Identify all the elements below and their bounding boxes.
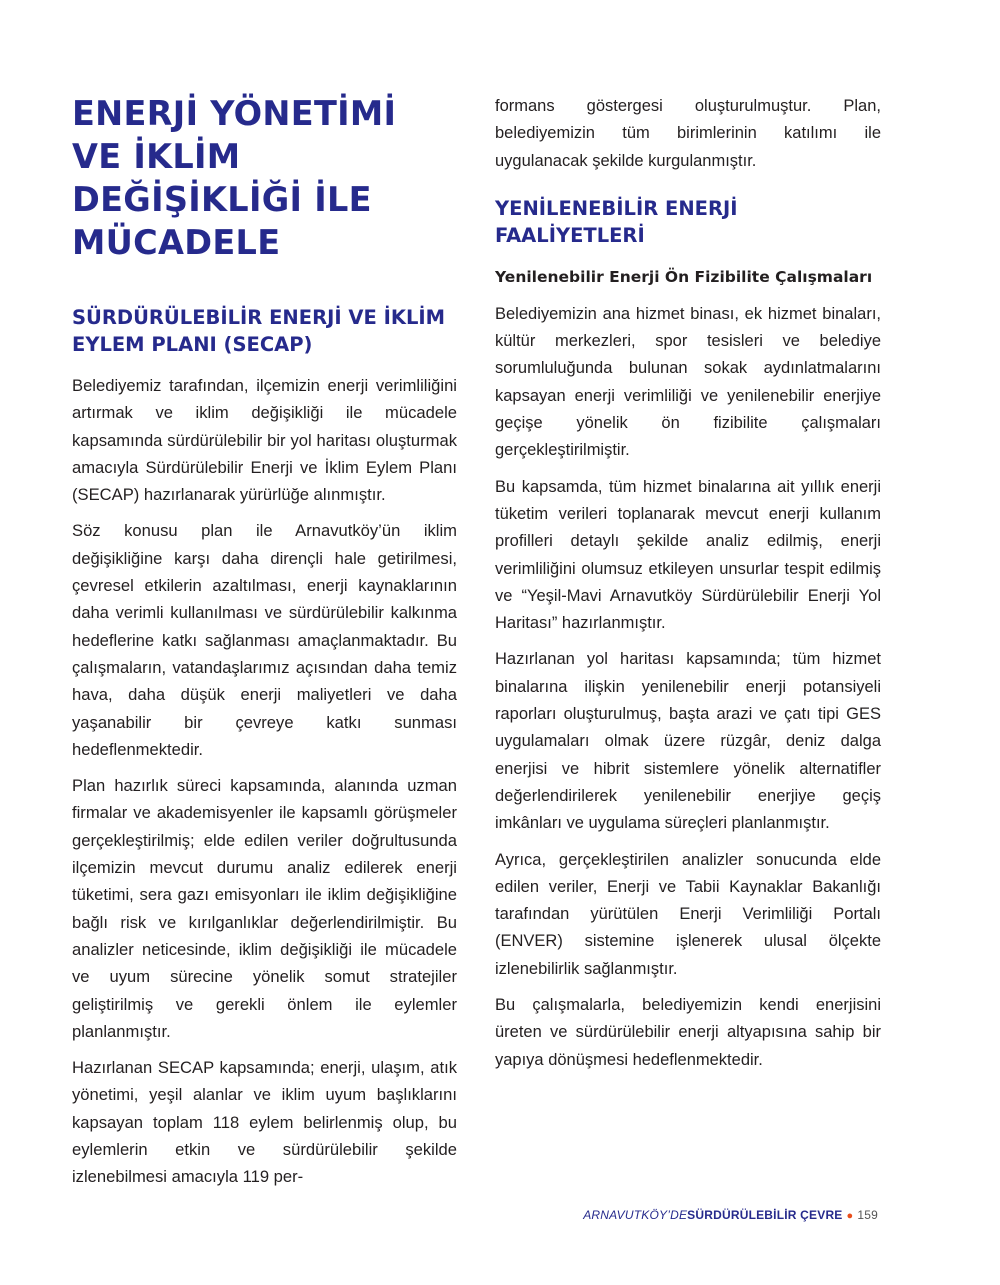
paragraph: Bu kapsamda, tüm hizmet binalarına ait yıllık enerji tüketim verileri toplanarak mevcut enerji kullanım profilleri detaylı şekilde analiz edilmiş, enerji verimliliğini olumsuz etkileyen unsurlar tespit edilmiş ve “Yeşil-Mavi Arnavutköy Sürdürülebilir Enerji Yol Haritası” hazırlanmıştır. (495, 477, 881, 633)
paragraph: Hazırlanan yol haritası kapsamında; tüm hizmet binalarına ilişkin yenilenebilir enerji potansiyeli raporları oluşturulmuş, başta arazi ve çatı tipi GES uygulamaları olmak üzere rüzgâr, deniz dalga enerjisi ve hibrit sistemlere yönelik alternatifler değerlendirilerek yenilenebilir enerjiye geçiş imkânları ve uygulama süreçleri planlanmıştır. (495, 650, 881, 833)
paragraph: Plan hazırlık süreci kapsamında, alanında uzman firmalar ve akademisyenler ile kapsamlı görüşmeler gerçekleştirilmiş; elde edilen veriler doğrultusunda ilçemizin mevcut durumu analiz edilerek enerji tüketimi, sera gazı emisyonları ile iklim değişikliğine bağlı risk ve kırılganlıklar değerlendirilmiştir. Bu analizler neticesinde, iklim değişikliği ile mücadele ve uyum sürecine yönelik somut stratejiler geliştirilmiş ve gerekli önlem ile eylemler planlanmıştır. (72, 776, 457, 1041)
right-column (495, 93, 881, 1083)
footer-bullet-icon: ● (846, 1210, 854, 1222)
lead-paragraph: formans göstergesi oluşturulmuştur. Plan, belediyemizin tüm birimlerinin katılımı ile uygulanacak şekilde kurgulanmıştır. (495, 97, 881, 170)
paragraph: Ayrıca, gerçekleştirilen analizler sonucunda elde edilen veriler, Enerji ve Tabii Kaynaklar Bakanlığı tarafından yürütülen Enerji Verimliliği Portalı (ENVER) sistemine işlenerek ulusal ölçekte izlenebilirlik sağlanmıştır. (495, 850, 881, 978)
secap-section-title: SÜRDÜRÜLEBİLİR ENERJİ VE İKLİM EYLEM PLANI (SECAP) (72, 306, 446, 356)
page-number: 159 (857, 1208, 878, 1222)
footer-brand: ARNAVUTKÖY’DE (583, 1208, 688, 1222)
paragraph: Belediyemiz tarafından, ilçemizin enerji verimliliğini artırmak ve iklim değişikliği ile mücadele kapsamında sürdürülebilir bir yol haritası oluşturmak amacıyla Sürdürülebilir Enerji ve İklim Eylem Planı (SECAP) hazırlanarak yürürlüğe alınmıştır. (72, 376, 457, 505)
feasibility-subtitle: Yenilenebilir Enerji Ön Fizibilite Çalışmaları (495, 267, 873, 286)
footer-title: SÜRDÜRÜLEBİLİR ÇEVRE (687, 1208, 843, 1222)
paragraph: Bu çalışmalarla, belediyemizin kendi enerjisini üreten ve sürdürülebilir enerji altyapısına sahip bir yapıya dönüşmesi hedeflenmektedir. (495, 996, 881, 1069)
paragraph: Söz konusu plan ile Arnavutköy’ün iklim değişikliğine karşı daha dirençli hale getirilmesi, çevresel etkilerin azaltılması, enerji kaynaklarının daha verimli kullanılması ve sürdürülebilir kalkınma hedeflerine katkı sağlanması amaçlanmaktadır. Bu çalışmaların, vatandaşlarımız açısından daha temiz hava, daha düşük enerji maliyetleri ve daha yaşanabilir bir çevreye katkı sunması hedeflenmektedir. (72, 521, 457, 759)
paragraph: Hazırlanan SECAP kapsamında; enerji, ulaşım, atık yönetimi, yeşil alanlar ve iklim uyum başlıklarını kapsayan toplam 118 eylem belirlenmiş olup, bu eylemlerin etkin ve sürdürülebilir şekilde izlenebilmesi amacıyla 119 per- (72, 1058, 457, 1187)
paragraph: Belediyemizin ana hizmet binası, ek hizmet binaları, kültür merkezleri, spor tesisleri ve belediye sorumluluğunda bulunan sokak aydınlatmalarını kapsayan enerji verimliliği ve yenilenebilir enerjiye geçişe yönelik ön fizibilite çalışmaları gerçekleştirilmiştir. (495, 304, 881, 460)
page-footer (583, 1208, 878, 1222)
left-column (72, 92, 457, 1200)
page-title: ENERJİ YÖNETİMİ VE İKLİM DEĞİŞİKLİĞİ İLE MÜCADELE (72, 94, 397, 262)
renewable-section-title: YENİLENEBİLİR ENERJİ FAALİYETLERİ (495, 196, 738, 247)
